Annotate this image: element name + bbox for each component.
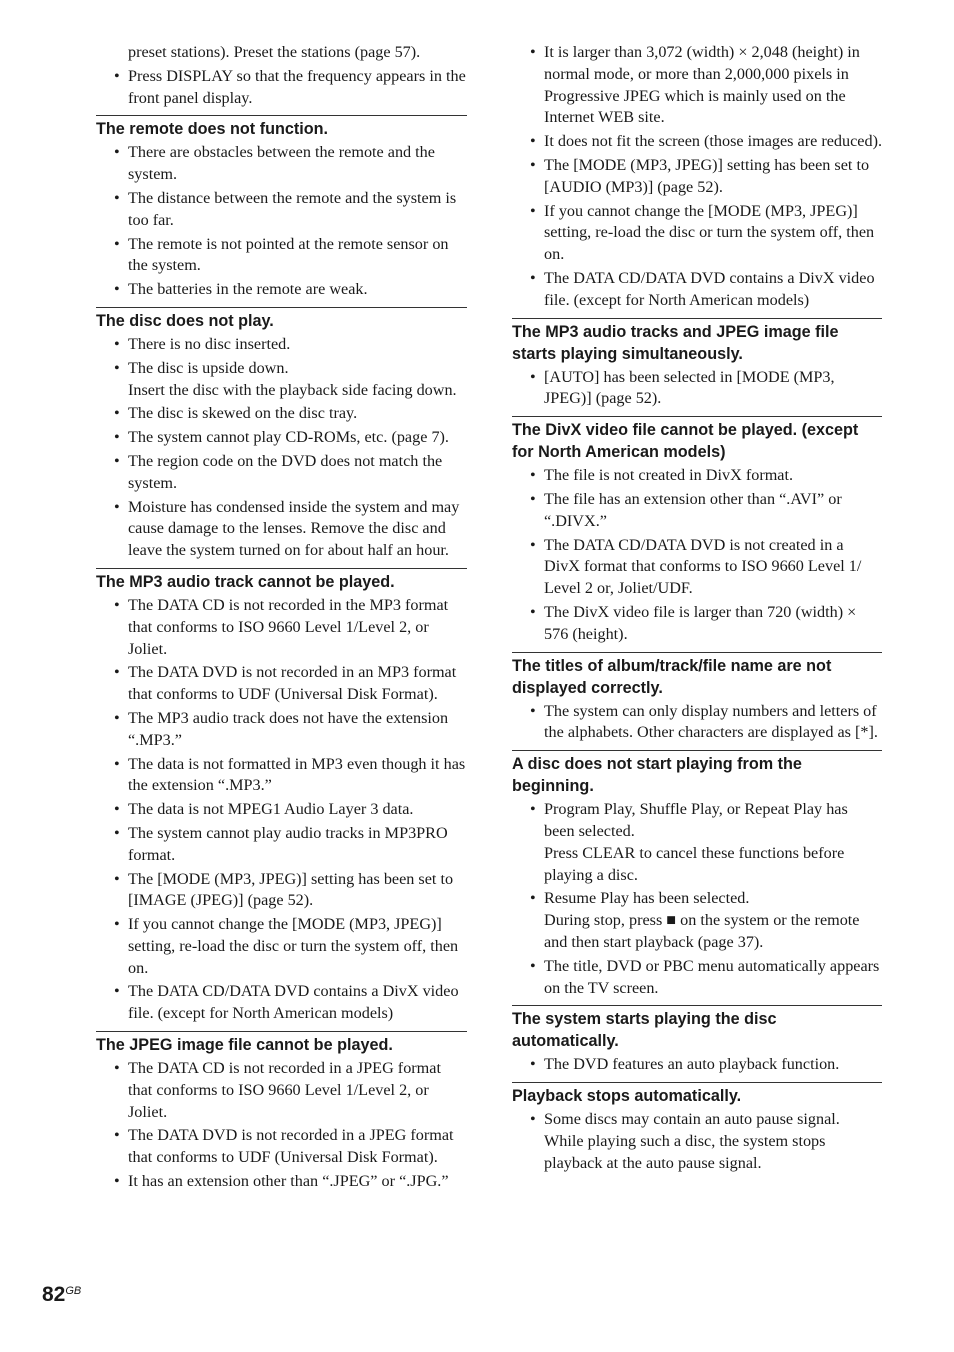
cause-text: • The file is not created in DivX format. (544, 466, 794, 485)
cause-text: • The system can only display numbers and letters of the alphabets. Other characters are displayed as [*]. (544, 701, 878, 742)
cause-list (512, 367, 882, 411)
cause-text: • It is larger than 3,072 (width) × 2,048 (height) in normal mode, or more than 2,000,000 pixels in Progressive JPEG which is mainly used on the Internet WEB site. (544, 43, 860, 127)
cause-text: • Moisture has condensed inside the system and may cause damage to the lenses. Remove the disc and leave the system turned on for about half an hour. (128, 497, 460, 560)
cause-item (512, 701, 882, 745)
section-heading: The DivX video file cannot be played. (except for North American models) (512, 421, 859, 462)
cause-item (96, 1058, 467, 1123)
cause-item (512, 535, 882, 600)
cause-text: • The data is not formatted in MP3 even though it has the extension “.MP3.” (128, 754, 466, 795)
cause-list (96, 595, 467, 1025)
cause-item (96, 142, 467, 186)
cause-text: • The DATA CD/DATA DVD contains a DivX video file. (except for North American models) (544, 268, 875, 309)
section-heading: A disc does not start playing from the beginning. (512, 755, 802, 796)
cause-item (96, 427, 467, 449)
cause-text: • Press DISPLAY so that the frequency appears in the front panel display. (128, 66, 466, 107)
cause-text: • There are obstacles between the remote and the system. (128, 143, 435, 184)
cause-text: • The system cannot play audio tracks in MP3PRO format. (128, 823, 448, 864)
troubleshooting-section (512, 652, 882, 745)
cause-text: • The [MODE (MP3, JPEG)] setting has been set to [IMAGE (JPEG)] (page 52). (128, 869, 454, 910)
cause-item (512, 1109, 882, 1174)
cause-item (512, 155, 882, 199)
section-heading: The MP3 audio track cannot be played. (96, 572, 395, 591)
section-heading: The JPEG image file cannot be played. (96, 1036, 393, 1055)
cause-text: • It does not fit the screen (those images are reduced). (544, 132, 883, 151)
cause-item (512, 131, 882, 153)
cause-item (96, 869, 467, 913)
cause-item (512, 1054, 882, 1076)
cause-text: • There is no disc inserted. (128, 334, 291, 353)
left-column (96, 42, 467, 1195)
cause-text: • The batteries in the remote are weak. (128, 280, 368, 299)
troubleshooting-section (96, 1031, 467, 1193)
cause-item (96, 234, 467, 278)
cause-item (96, 754, 467, 798)
cause-item (96, 188, 467, 232)
cause-text: • Resume Play has been selected. (544, 889, 750, 908)
cause-item (512, 489, 882, 533)
cause-item (512, 42, 882, 129)
cause-text: • Program Play, Shuffle Play, or Repeat Play has been selected. (544, 800, 848, 840)
cause-item (96, 799, 467, 821)
cause-text: preset stations). Preset the stations (page 57). (128, 43, 421, 61)
cause-item (96, 358, 467, 402)
troubleshooting-section (512, 1082, 882, 1174)
cause-text: • The file has an extension other than “.AVI” or “.DIVX.” (544, 489, 842, 530)
troubleshooting-section (512, 750, 882, 999)
cause-text: • The title, DVD or PBC menu automatically appears on the TV screen. (544, 956, 880, 997)
cause-item (512, 888, 882, 953)
cause-item (96, 662, 467, 706)
cause-item (512, 465, 882, 487)
cause-list (512, 1109, 882, 1174)
page-number (42, 1283, 81, 1307)
cause-text: • The disc is skewed on the disc tray. (128, 404, 358, 423)
cause-item (96, 334, 467, 356)
cause-list (96, 334, 467, 562)
section-heading: The disc does not play. (96, 311, 274, 330)
cause-text: • Some discs may contain an auto pause signal. While playing such a disc, the system stops playback at the auto pause signal. (544, 1110, 840, 1172)
cause-item (512, 799, 882, 886)
remedy-text: Press CLEAR to cancel these functions before playing a disc. (544, 843, 845, 884)
troubleshooting-section (96, 307, 467, 562)
cause-item (512, 201, 882, 266)
cause-list (512, 701, 882, 745)
cause-list (512, 799, 882, 999)
cause-text: • The DivX video file is larger than 720 (width) × 576 (height). (544, 602, 857, 643)
cause-text: • The MP3 audio track does not have the extension “.MP3.” (128, 708, 449, 749)
cause-item (96, 823, 467, 867)
cause-item (96, 981, 467, 1025)
cause-text: • The [MODE (MP3, JPEG)] setting has been set to [AUDIO (MP3)] (page 52). (544, 155, 870, 196)
cause-item (96, 1125, 467, 1169)
right-column (512, 42, 882, 1176)
section-heading: Playback stops automatically. (512, 1087, 742, 1106)
section-heading: The remote does not function. (96, 120, 329, 139)
cause-item (512, 602, 882, 646)
cause-text: • If you cannot change the [MODE (MP3, JPEG)] setting, re-load the disc or turn the system off, then on. (128, 915, 459, 977)
cause-item (96, 403, 467, 425)
cause-item (96, 279, 467, 301)
cause-item (96, 914, 467, 979)
cause-item (96, 595, 467, 660)
cause-item (512, 956, 882, 1000)
troubleshooting-section (512, 1005, 882, 1076)
cause-text: • The data is not MPEG1 Audio Layer 3 data. (128, 800, 414, 819)
troubleshooting-section (512, 42, 882, 312)
cause-list (96, 142, 467, 301)
page-number-suffix: GB (65, 1285, 82, 1297)
cause-list (512, 42, 882, 312)
troubleshooting-section (96, 115, 467, 301)
cause-text: • The system cannot play CD-ROMs, etc. (page 7). (128, 428, 449, 447)
cause-text: • The DATA CD/DATA DVD contains a DivX video file. (except for North American models) (128, 982, 459, 1023)
cause-text: • The remote is not pointed at the remote sensor on the system. (128, 234, 449, 275)
cause-text: • The region code on the DVD does not match the system. (128, 451, 443, 492)
cause-item (96, 708, 467, 752)
cause-text: • It has an extension other than “.JPEG” or “.JPG.” (128, 1172, 449, 1191)
cause-list (96, 42, 467, 109)
cause-text: • The DATA CD/DATA DVD is not created in a DivX format that conforms to ISO 9660 Level 1/ Level 2 or, Joliet/UDF. (544, 535, 862, 598)
cause-item (96, 66, 467, 110)
cause-text: • If you cannot change the [MODE (MP3, JPEG)] setting, re-load the disc or turn the system off, then on. (544, 201, 875, 264)
section-heading: The MP3 audio tracks and JPEG image file starts playing simultaneously. (512, 322, 839, 363)
cause-text: • The disc is upside down. (128, 358, 289, 377)
section-heading: The titles of album/track/file name are not displayed correctly. (512, 656, 832, 697)
cause-text: • The DATA DVD is not recorded in an MP3 format that conforms to UDF (Universal Disk Format). (128, 663, 457, 704)
cause-item (512, 367, 882, 411)
cause-text: • The DATA CD is not recorded in the MP3 format that conforms to ISO 9660 Level 1/Level 2, or Joliet. (128, 595, 449, 658)
section-heading: The system starts playing the disc automatically. (512, 1010, 777, 1051)
cause-item (96, 42, 467, 64)
cause-text: • [AUTO] has been selected in [MODE (MP3, JPEG)] (page 52). (544, 367, 835, 408)
troubleshooting-section (96, 42, 467, 109)
cause-list (512, 465, 882, 645)
page-number-value: 82 (42, 1283, 66, 1306)
cause-item (96, 1171, 467, 1193)
troubleshooting-section (96, 568, 467, 1025)
remedy-text: During stop, press ■ on the system or the remote and then start playback (page 37). (544, 911, 860, 951)
cause-item (512, 268, 882, 312)
cause-text: • The DATA CD is not recorded in a JPEG format that conforms to ISO 9660 Level 1/Level 2, or Joliet. (128, 1059, 441, 1121)
cause-item (96, 451, 467, 495)
cause-list (512, 1054, 882, 1076)
troubleshooting-section (512, 416, 882, 645)
cause-text: • The DVD features an auto playback function. (544, 1055, 840, 1074)
troubleshooting-section (512, 318, 882, 411)
cause-text: • The distance between the remote and the system is too far. (128, 188, 457, 229)
cause-item (96, 497, 467, 562)
cause-text: • The DATA DVD is not recorded in a JPEG format that conforms to UDF (Universal Disk Format). (128, 1126, 454, 1167)
remedy-text: Insert the disc with the playback side facing down. (128, 380, 457, 399)
cause-list (96, 1058, 467, 1193)
